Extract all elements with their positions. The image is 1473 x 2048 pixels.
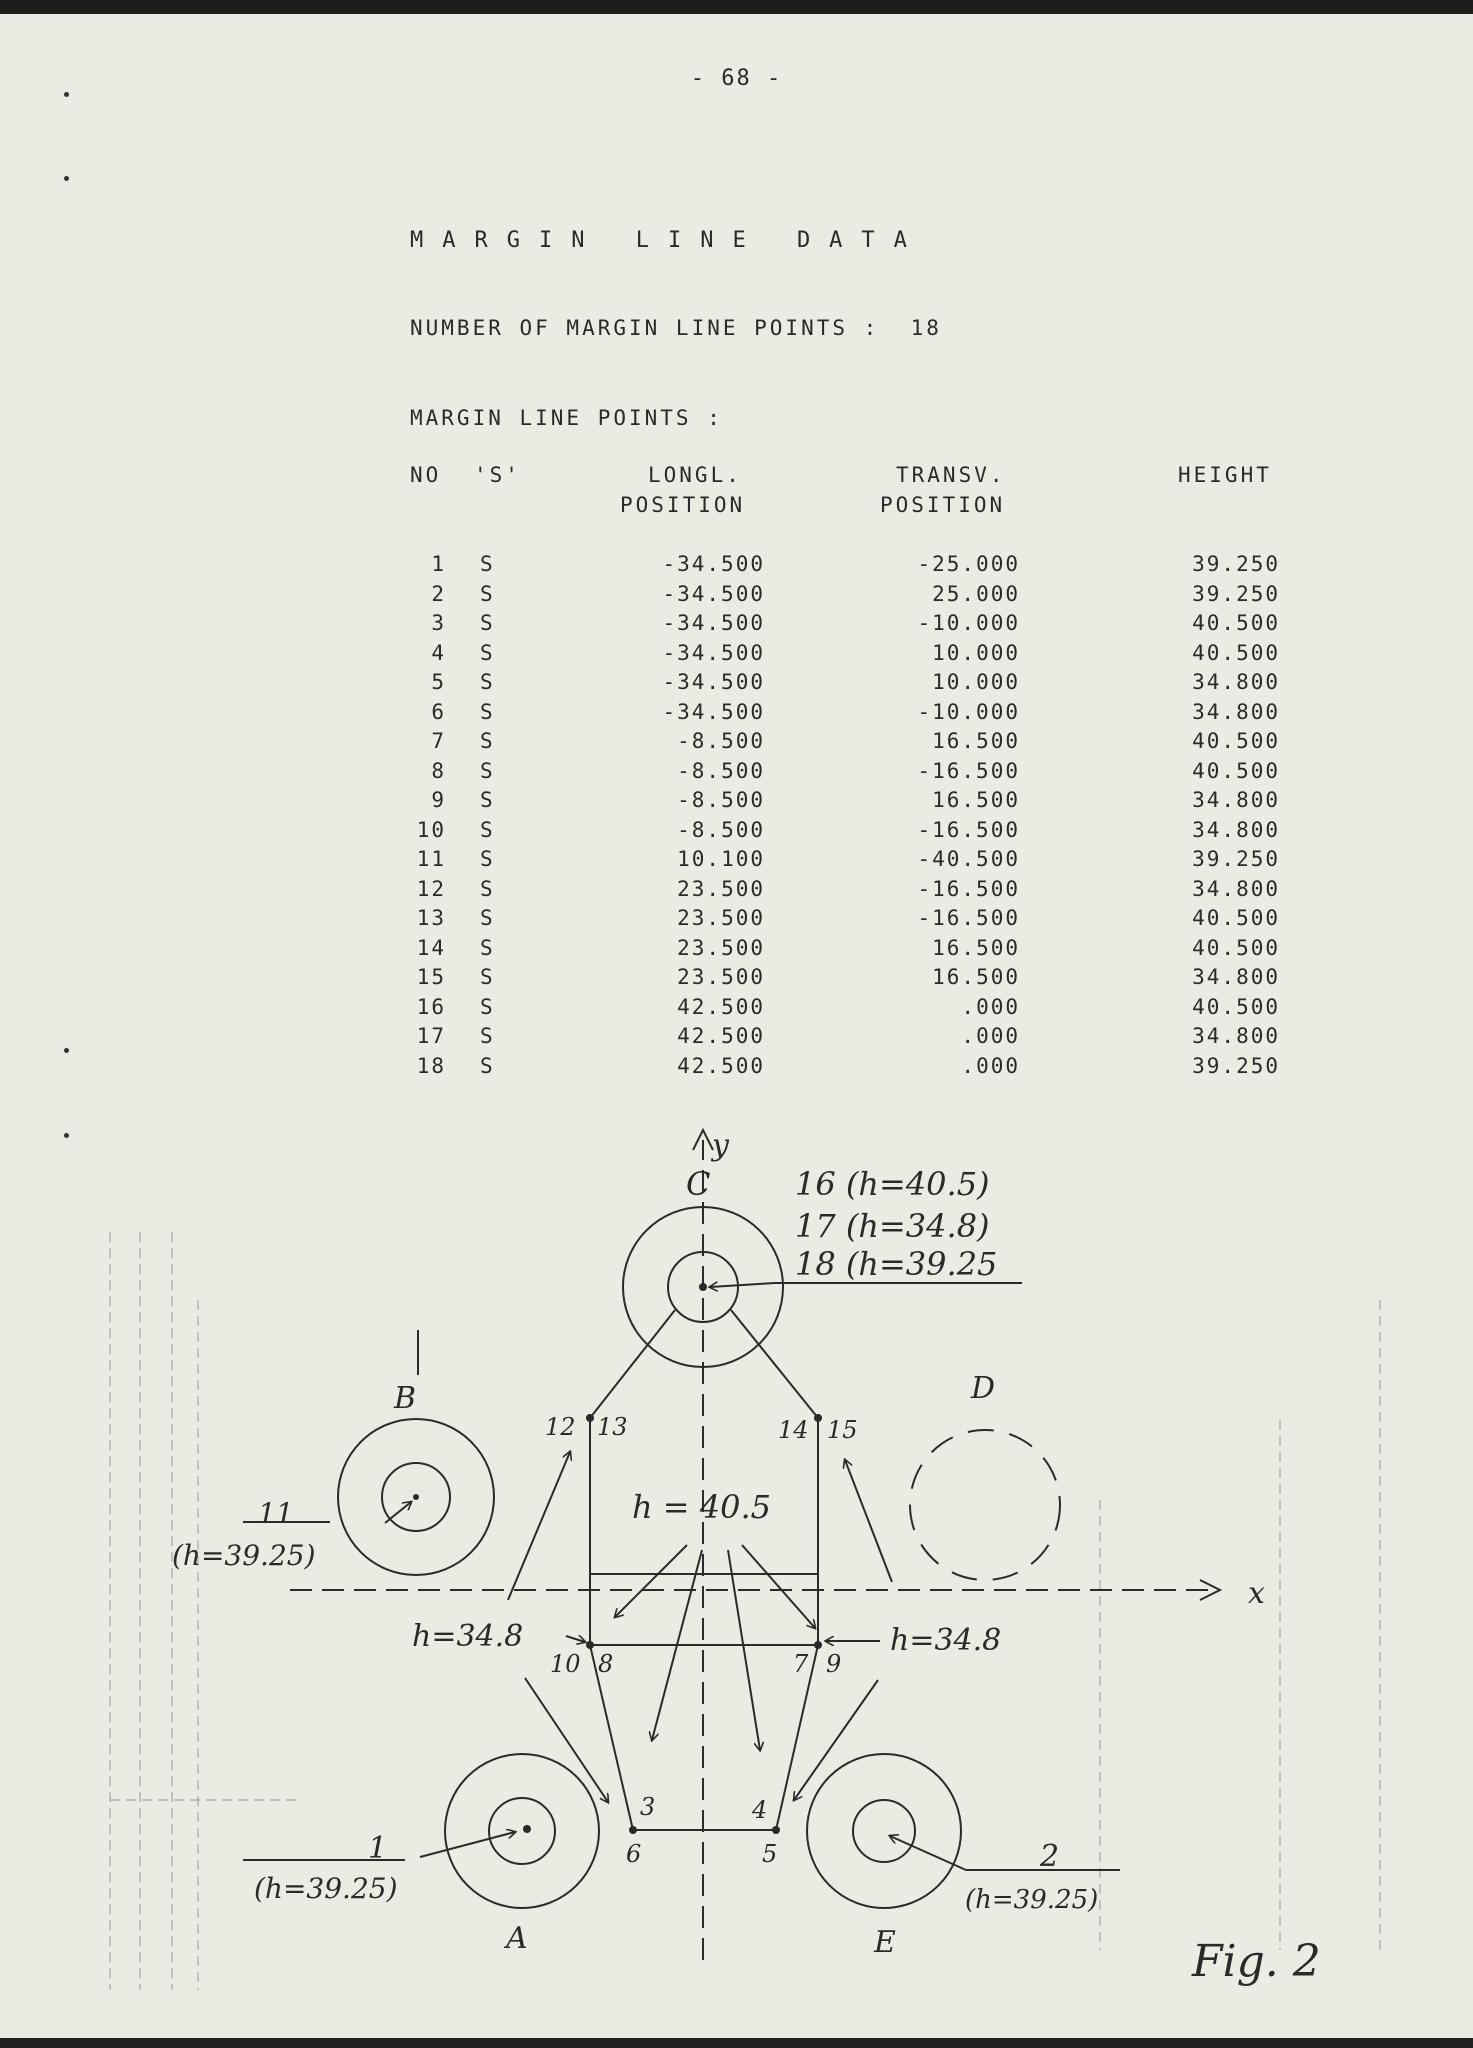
row-no: 9 bbox=[431, 788, 446, 812]
row-transv-position: -16.500 bbox=[917, 758, 1020, 783]
edge-14-to-c bbox=[731, 1310, 818, 1418]
row-height: 39.250 bbox=[1192, 552, 1280, 576]
row-s-flag: S bbox=[480, 817, 495, 842]
points-label: MARGIN LINE POINTS : bbox=[410, 406, 723, 430]
note-11-number: 11 bbox=[258, 1497, 294, 1530]
col-header-longl: LONGL. bbox=[648, 463, 742, 487]
point-label-4: 4 bbox=[752, 1796, 768, 1824]
row-no: 14 bbox=[416, 935, 446, 960]
page-number: - 68 - bbox=[690, 66, 783, 91]
row-height: 40.500 bbox=[1192, 906, 1280, 930]
row-transv-position: -40.500 bbox=[917, 847, 1020, 871]
row-height: 34.800 bbox=[1192, 1024, 1280, 1048]
figure-points bbox=[413, 1283, 822, 1834]
row-longl-position: -34.500 bbox=[662, 611, 765, 635]
point-count-label: NUMBER OF MARGIN LINE POINTS : bbox=[410, 316, 880, 340]
scan-bottom-edge bbox=[0, 2038, 1473, 2048]
row-transv-position: -16.500 bbox=[917, 906, 1020, 930]
point-label-13: 13 bbox=[597, 1413, 628, 1441]
note-h-top: h = 40.5 bbox=[632, 1488, 772, 1526]
col-header-transv: TRANSV. bbox=[896, 463, 1006, 487]
circle-d-label: D bbox=[971, 1371, 996, 1406]
row-transv-position: 16.500 bbox=[932, 729, 1020, 753]
circle-b-label: B bbox=[394, 1381, 417, 1416]
row-no: 8 bbox=[431, 758, 446, 783]
row-height: 39.250 bbox=[1192, 581, 1280, 606]
row-longl-position: 10.100 bbox=[677, 847, 765, 871]
row-longl-position: 42.500 bbox=[677, 1053, 765, 1078]
row-longl-position: -34.500 bbox=[662, 581, 765, 606]
row-longl-position: -34.500 bbox=[662, 552, 765, 576]
row-no: 15 bbox=[416, 965, 446, 989]
point-label-3: 3 bbox=[640, 1793, 656, 1821]
row-no: 5 bbox=[431, 670, 446, 694]
row-no: 16 bbox=[416, 994, 446, 1019]
circle-e-outer bbox=[807, 1754, 961, 1908]
col-header-no: NO bbox=[410, 463, 442, 487]
row-height: 40.500 bbox=[1192, 611, 1280, 635]
row-s-flag: S bbox=[480, 994, 495, 1019]
row-no: 11 bbox=[416, 847, 446, 871]
row-s-flag: S bbox=[480, 552, 495, 576]
row-no: 18 bbox=[416, 1053, 446, 1078]
row-transv-position: 25.000 bbox=[932, 581, 1020, 606]
row-longl-position: 23.500 bbox=[677, 965, 765, 989]
row-transv-position: 16.500 bbox=[932, 935, 1020, 960]
note-11-height: (h=39.25) bbox=[172, 1539, 316, 1572]
row-s-flag: S bbox=[480, 788, 495, 812]
row-s-flag: S bbox=[480, 758, 495, 783]
col-header-s: 'S' bbox=[474, 463, 521, 487]
row-s-flag: S bbox=[480, 670, 495, 694]
row-height: 34.800 bbox=[1192, 965, 1280, 989]
row-longl-position: -8.500 bbox=[677, 817, 765, 842]
row-s-flag: S bbox=[480, 581, 495, 606]
row-transv-position: 16.500 bbox=[932, 965, 1020, 989]
row-transv-position: -10.000 bbox=[917, 611, 1020, 635]
row-s-flag: S bbox=[480, 906, 495, 930]
row-s-flag: S bbox=[480, 611, 495, 635]
row-height: 39.250 bbox=[1192, 1053, 1280, 1078]
row-longl-position: -8.500 bbox=[677, 758, 765, 783]
point-label-7: 7 bbox=[793, 1650, 809, 1678]
y-axis-label: y bbox=[712, 1128, 729, 1163]
point-count-value: 18 bbox=[910, 316, 942, 340]
row-s-flag: S bbox=[480, 847, 495, 871]
point-label-12: 12 bbox=[545, 1413, 576, 1441]
row-longl-position: 42.500 bbox=[677, 1024, 765, 1048]
note-2-height: (h=39.25) bbox=[965, 1885, 1099, 1915]
point-label-10: 10 bbox=[550, 1650, 581, 1678]
row-transv-position: -16.500 bbox=[917, 876, 1020, 901]
section-title: MARGIN LINE DATA bbox=[410, 228, 926, 253]
circle-e-label: E bbox=[874, 1925, 896, 1960]
note-2-number: 2 bbox=[1040, 1839, 1060, 1874]
x-axis-label: x bbox=[1248, 1576, 1265, 1611]
row-height: 34.800 bbox=[1192, 699, 1280, 724]
row-s-flag: S bbox=[480, 729, 495, 753]
row-longl-position: -34.500 bbox=[662, 699, 765, 724]
row-height: 34.800 bbox=[1192, 876, 1280, 901]
col-header-height: HEIGHT bbox=[1178, 463, 1272, 487]
row-longl-position: -34.500 bbox=[662, 640, 765, 665]
row-height: 34.800 bbox=[1192, 817, 1280, 842]
row-no: 6 bbox=[431, 699, 446, 724]
row-no: 2 bbox=[431, 581, 446, 606]
row-s-flag: S bbox=[480, 1053, 495, 1078]
row-no: 10 bbox=[416, 817, 446, 842]
note-h-left: h=34.8 bbox=[412, 1619, 524, 1654]
row-no: 1 bbox=[431, 552, 446, 576]
circle-a-outer bbox=[445, 1754, 599, 1908]
row-longl-position: 23.500 bbox=[677, 906, 765, 930]
row-height: 34.800 bbox=[1192, 788, 1280, 812]
row-no: 17 bbox=[416, 1024, 446, 1048]
row-transv-position: .000 bbox=[961, 1053, 1020, 1078]
point-label-8: 8 bbox=[598, 1650, 614, 1678]
row-height: 40.500 bbox=[1192, 758, 1280, 783]
row-longl-position: 23.500 bbox=[677, 876, 765, 901]
row-longl-position: 23.500 bbox=[677, 935, 765, 960]
point-label-5: 5 bbox=[762, 1840, 778, 1868]
circle-c-label: C bbox=[686, 1165, 711, 1203]
row-s-flag: S bbox=[480, 965, 495, 989]
row-transv-position: .000 bbox=[961, 994, 1020, 1019]
row-height: 40.500 bbox=[1192, 935, 1280, 960]
circle-d-dashed bbox=[910, 1430, 1060, 1580]
row-s-flag: S bbox=[480, 699, 495, 724]
note-h-right: h=34.8 bbox=[890, 1623, 1002, 1658]
col-header-transv-position: POSITION bbox=[880, 493, 1006, 517]
row-transv-position: -25.000 bbox=[917, 552, 1020, 576]
row-longl-position: -34.500 bbox=[662, 670, 765, 694]
circle-a-inner bbox=[489, 1798, 555, 1864]
row-longl-position: -8.500 bbox=[677, 729, 765, 753]
row-height: 40.500 bbox=[1192, 729, 1280, 753]
row-no: 4 bbox=[431, 640, 446, 665]
row-s-flag: S bbox=[480, 1024, 495, 1048]
note-16: 16 (h=40.5) bbox=[795, 1165, 990, 1203]
figure-lines bbox=[243, 1130, 1220, 1960]
row-height: 40.500 bbox=[1192, 994, 1280, 1019]
row-no: 7 bbox=[431, 729, 446, 753]
row-transv-position: 10.000 bbox=[932, 670, 1020, 694]
point-label-15: 15 bbox=[827, 1416, 858, 1444]
row-s-flag: S bbox=[480, 640, 495, 665]
circle-e-inner bbox=[853, 1800, 915, 1862]
point-label-14: 14 bbox=[778, 1416, 809, 1444]
circle-a-label: A bbox=[506, 1921, 528, 1956]
note-1-height: (h=39.25) bbox=[254, 1872, 398, 1905]
row-no: 12 bbox=[416, 876, 446, 901]
point-label-6: 6 bbox=[626, 1840, 642, 1868]
row-height: 34.800 bbox=[1192, 670, 1280, 694]
row-s-flag: S bbox=[480, 876, 495, 901]
point-label-9: 9 bbox=[826, 1650, 842, 1678]
row-no: 13 bbox=[416, 906, 446, 930]
row-transv-position: .000 bbox=[961, 1024, 1020, 1048]
row-transv-position: 10.000 bbox=[932, 640, 1020, 665]
row-height: 39.250 bbox=[1192, 847, 1280, 871]
note-18: 18 (h=39.25 bbox=[795, 1245, 998, 1283]
row-longl-position: 42.500 bbox=[677, 994, 765, 1019]
row-transv-position: 16.500 bbox=[932, 788, 1020, 812]
row-height: 40.500 bbox=[1192, 640, 1280, 665]
note-1-number: 1 bbox=[368, 1831, 388, 1866]
row-transv-position: -10.000 bbox=[917, 699, 1020, 724]
note-17: 17 (h=34.8) bbox=[795, 1207, 990, 1245]
figure-caption: Fig. 2 bbox=[1192, 1936, 1321, 1987]
col-header-longl-position: POSITION bbox=[620, 493, 746, 517]
row-longl-position: -8.500 bbox=[677, 788, 765, 812]
row-s-flag: S bbox=[480, 935, 495, 960]
row-no: 3 bbox=[431, 611, 446, 635]
row-transv-position: -16.500 bbox=[917, 817, 1020, 842]
